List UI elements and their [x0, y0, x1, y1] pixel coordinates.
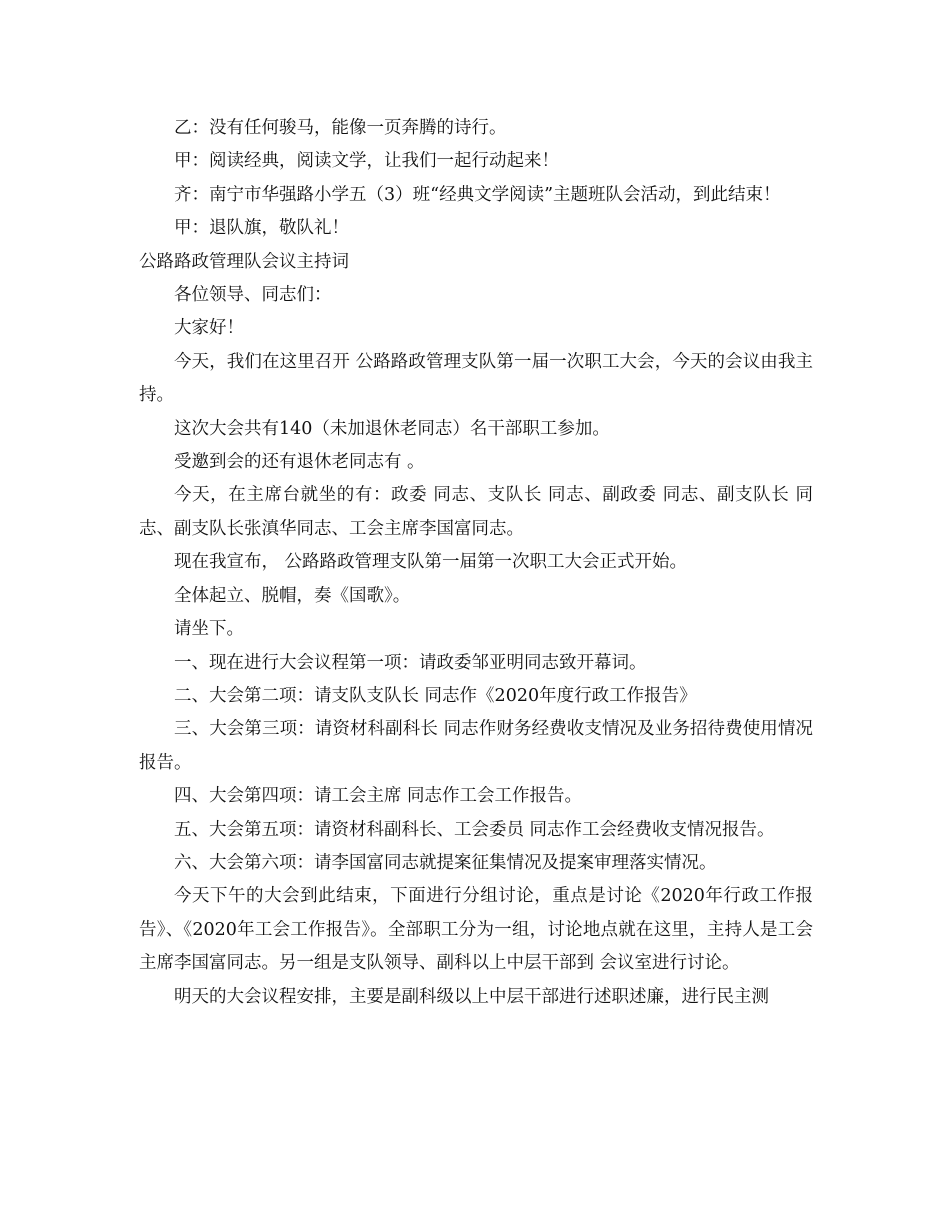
document-body: [139, 112, 813, 1014]
paragraph: 四、大会第四项：请工会主席 同志作工会工作报告。: [174, 786, 583, 807]
paragraph: 甲：阅读经典，阅读文学，让我们一起行动起来！: [174, 151, 559, 172]
paragraph: 请坐下。: [174, 619, 244, 640]
paragraph: 今天，我们在这里召开 公路路政管理支队第一届一次职工大会，今天的会议由我主持。: [139, 351, 813, 406]
paragraph: 明天的大会议程安排，主要是副科级以上中层干部进行述职述廉，进行民主测: [174, 986, 769, 1007]
section-title: 公路路政管理队会议主持词: [139, 251, 349, 272]
paragraph: 一、现在进行大会议程第一项：请政委邹亚明同志致开幕词。: [174, 652, 647, 673]
paragraph: 这次大会共有140（未加退休老同志）名干部职工参加。: [174, 418, 610, 439]
paragraph: 受邀到会的还有退休老同志有 。: [174, 452, 425, 473]
paragraph: 今天，在主席台就坐的有：政委 同志、支队长 同志、副政委 同志、副支队长 同志、副支队长张滇华同志、工会主席李国富同志。: [139, 485, 813, 539]
paragraph: 大家好！: [174, 318, 244, 339]
paragraph: 甲：退队旗，敬队礼！: [174, 218, 349, 239]
paragraph: 乙：没有任何骏马，能像一页奔腾的诗行。: [174, 118, 507, 138]
paragraph: 今天下午的大会到此结束，下面进行分组讨论，重点是讨论《2020年行政工作报告》、《2020年工会工作报告》。全部职工分为一组，讨论地点就在这里，主持人是工会主席李国富同志。另一组是支队领导、副科以上中层干部到 会议室进行讨论。: [139, 886, 813, 974]
paragraph: 各位领导、同志们：: [174, 285, 332, 306]
paragraph: 二、大会第二项：请支队支队长 同志作《2020年度行政工作报告》: [174, 685, 697, 706]
paragraph: 五、大会第五项：请资材科副科长、工会委员 同志作工会经费收支情况报告。: [174, 819, 775, 840]
paragraph: 全体起立、脱帽，奏《国歌》。: [174, 585, 411, 606]
paragraph: 现在我宣布， 公路路政管理支队第一届第一次职工大会正式开始。: [174, 552, 688, 573]
paragraph: 三、大会第三项：请资材科副科长 同志作财务经费收支情况及业务招待费使用情况报告。: [139, 719, 813, 773]
paragraph: 六、大会第六项：请李国富同志就提案征集情况及提案审理落实情况。: [174, 852, 717, 873]
paragraph: 齐：南宁市华强路小学五（3）班“经典文学阅读”主题班队会活动，到此结束！: [174, 184, 781, 205]
